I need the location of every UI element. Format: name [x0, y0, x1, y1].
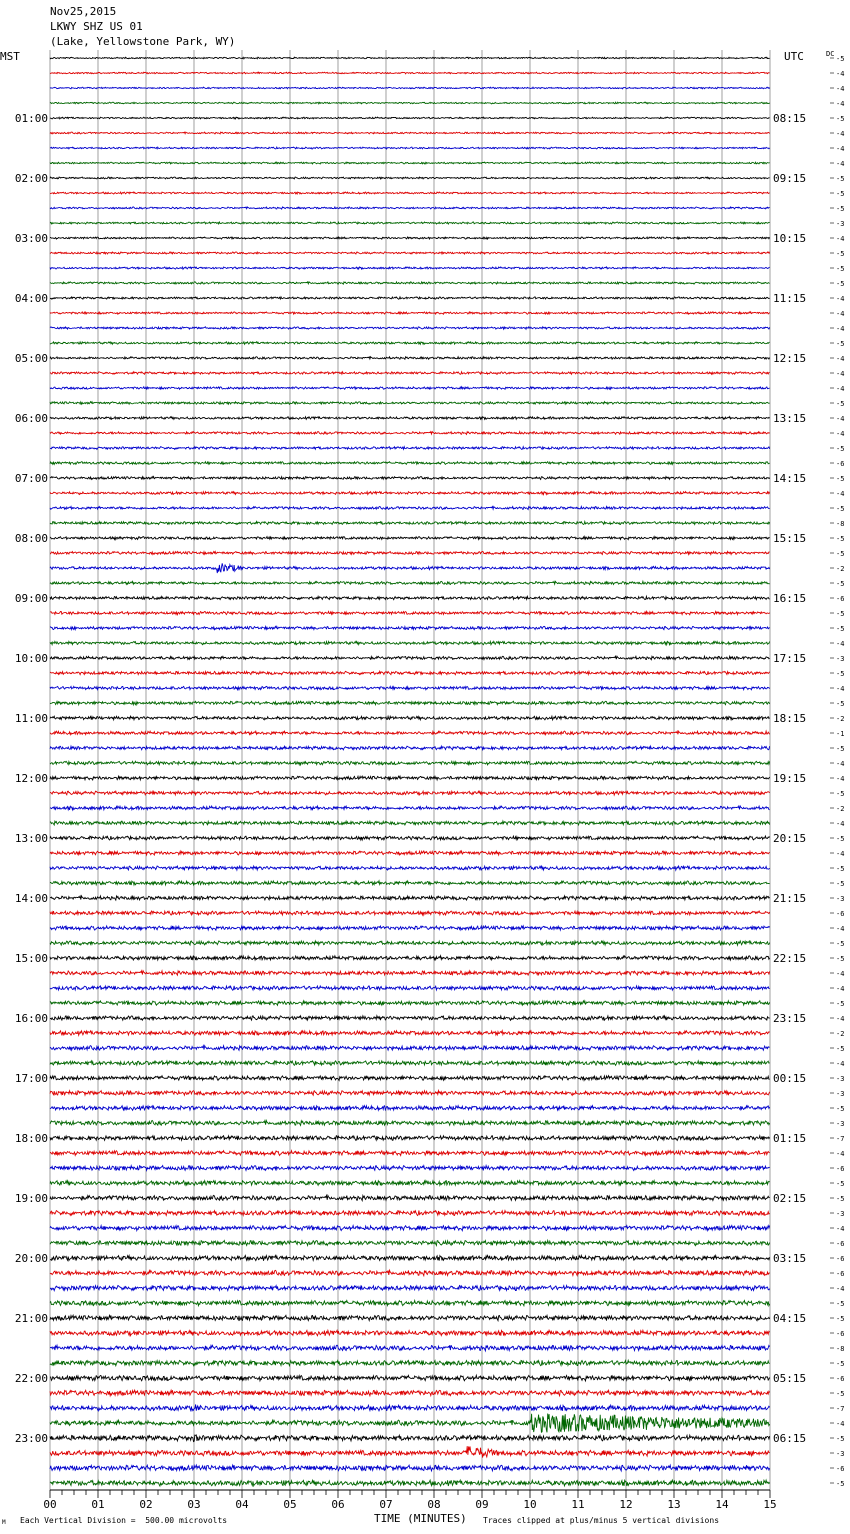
seismic-trace	[50, 312, 770, 314]
dc-offset-label: -4	[836, 1225, 845, 1233]
dc-offset-label: -3	[836, 1090, 845, 1098]
seismic-trace	[50, 1181, 770, 1186]
dc-offset-label: -5	[836, 280, 845, 288]
dc-offset-label: -4	[836, 1285, 845, 1293]
dc-offset-label: -5	[836, 1105, 845, 1113]
dc-offset-label: -4	[836, 100, 845, 108]
dc-offset-label: -6	[836, 1270, 845, 1278]
seismic-trace	[50, 686, 770, 690]
x-tick-label: 08	[427, 1498, 441, 1511]
dc-offset-label: -4	[836, 925, 845, 933]
dc-offset-label: -2	[836, 1030, 845, 1038]
seismic-trace	[50, 1031, 770, 1036]
seismic-trace	[50, 297, 770, 299]
x-tick-label: 11	[571, 1498, 585, 1511]
mst-hour-label: 22:00	[14, 1372, 48, 1385]
dc-offset-label: -5	[836, 745, 845, 753]
dc-offset-label: -5	[836, 445, 845, 453]
seismic-trace	[50, 1375, 770, 1381]
dc-offset-label: -4	[836, 775, 845, 783]
dc-offset-label: -4	[836, 490, 845, 498]
seismic-trace	[50, 492, 770, 495]
seismic-trace	[50, 1136, 770, 1141]
seismic-trace	[50, 252, 770, 254]
seismic-trace	[50, 1480, 770, 1486]
utc-hour-label: 23:15	[773, 1012, 807, 1025]
seismic-trace	[50, 1226, 770, 1231]
seismic-trace	[50, 462, 770, 465]
seismic-trace	[50, 1016, 770, 1021]
dc-offset-label: -6	[836, 1240, 845, 1248]
seismic-trace	[50, 1435, 770, 1442]
dc-offset-label: -7	[836, 1135, 845, 1143]
x-tick-label: 12	[619, 1498, 633, 1511]
station-code: LKWY SHZ US 01	[50, 20, 143, 33]
seismic-trace	[50, 1270, 770, 1275]
dc-offset-label: -5	[836, 1480, 845, 1488]
seismic-trace	[50, 1061, 770, 1066]
dc-offset-label: -3	[836, 220, 845, 228]
seismic-trace	[50, 701, 770, 705]
seismic-trace	[50, 372, 770, 375]
seismic-trace	[50, 1414, 770, 1433]
dc-offset-label: -6	[836, 910, 845, 918]
x-tick-label: 13	[667, 1498, 681, 1511]
left-timezone-label: MST	[0, 50, 20, 63]
seismic-trace	[50, 806, 770, 810]
x-axis	[43, 1490, 776, 1511]
x-tick-label: 00	[43, 1498, 57, 1511]
dc-offset-label: -2	[836, 805, 845, 813]
dc-offset-label: -6	[836, 1375, 845, 1383]
seismic-trace	[50, 611, 770, 614]
dc-offset-label: -4	[836, 985, 845, 993]
dc-offset-label: -5	[836, 955, 845, 963]
seismic-trace	[50, 896, 770, 900]
seismic-trace	[50, 522, 770, 525]
mst-hour-label: 10:00	[14, 652, 48, 665]
dc-offset-label: -4	[836, 1015, 845, 1023]
dc-offset-label: -4	[836, 160, 845, 168]
seismic-trace	[50, 207, 770, 209]
x-axis-title: TIME (MINUTES)	[374, 1512, 467, 1525]
mst-hour-label: 03:00	[14, 232, 48, 245]
seismic-trace	[50, 1121, 770, 1126]
utc-hour-label: 17:15	[773, 652, 807, 665]
dc-offset-label: -4	[836, 70, 845, 78]
seismic-trace	[50, 162, 770, 164]
dc-offset-labels	[826, 50, 844, 1488]
dc-header: DC	[826, 50, 835, 58]
dc-offset-label: -4	[836, 970, 845, 978]
dc-offset-label: -5	[836, 1360, 845, 1368]
x-tick-label: 06	[331, 1498, 345, 1511]
seismic-trace	[50, 626, 770, 629]
seismic-trace	[50, 147, 770, 149]
seismic-trace	[50, 1046, 770, 1051]
utc-hour-label: 01:15	[773, 1132, 807, 1145]
dc-offset-label: -5	[836, 1435, 845, 1443]
dc-offset-label: -5	[836, 340, 845, 348]
dc-offset-label: -7	[836, 1405, 845, 1413]
dc-offset-label: -5	[836, 190, 845, 198]
seismic-trace	[50, 1330, 770, 1336]
dc-offset-label: -4	[836, 640, 845, 648]
seismic-trace	[50, 1076, 770, 1081]
utc-hour-label: 16:15	[773, 592, 807, 605]
dc-offset-label: -5	[836, 610, 845, 618]
dc-offset-label: -6	[836, 460, 845, 468]
mst-hour-label: 12:00	[14, 772, 48, 785]
dc-offset-label: -4	[836, 310, 845, 318]
seismic-trace	[50, 1390, 770, 1396]
dc-offset-label: -4	[836, 850, 845, 858]
seismic-trace	[50, 507, 770, 510]
mst-hour-label: 05:00	[14, 352, 48, 365]
dc-offset-label: -4	[836, 85, 845, 93]
seismic-trace	[50, 791, 770, 795]
dc-offset-label: -4	[836, 1420, 845, 1428]
dc-offset-label: -5	[836, 1300, 845, 1308]
seismic-trace	[50, 222, 770, 224]
seismic-trace	[50, 387, 770, 390]
seismic-trace	[50, 776, 770, 780]
seismic-trace	[50, 1195, 770, 1200]
x-tick-label: 01	[91, 1498, 105, 1511]
utc-hour-label: 12:15	[773, 352, 807, 365]
seismic-trace	[50, 971, 770, 975]
seismic-trace	[50, 1446, 770, 1457]
seismic-trace	[50, 537, 770, 540]
dc-offset-label: -5	[836, 1000, 845, 1008]
seismic-trace	[50, 1255, 770, 1260]
mst-hour-label: 18:00	[14, 1132, 48, 1145]
seismic-trace	[50, 563, 770, 573]
utc-hour-label: 09:15	[773, 172, 807, 185]
seismic-trace	[50, 132, 770, 134]
dc-offset-label: -3	[836, 1450, 845, 1458]
seismic-trace	[50, 851, 770, 855]
utc-hour-label: 15:15	[773, 532, 807, 545]
dc-offset-label: -4	[836, 235, 845, 243]
seismic-trace	[50, 986, 770, 990]
dc-offset-label: -4	[836, 385, 845, 393]
dc-offset-label: -8	[836, 1345, 845, 1353]
seismic-trace	[50, 267, 770, 269]
seismic-trace	[50, 656, 770, 659]
seismic-trace	[50, 402, 770, 405]
mst-hour-label: 04:00	[14, 292, 48, 305]
mst-hour-label: 16:00	[14, 1012, 48, 1025]
mst-hour-label: 06:00	[14, 412, 48, 425]
dc-offset-label: -3	[836, 1075, 845, 1083]
dc-offset-label: -4	[836, 325, 845, 333]
dc-offset-label: -4	[836, 415, 845, 423]
x-tick-label: 02	[139, 1498, 153, 1511]
utc-hour-label: 06:15	[773, 1432, 807, 1445]
utc-hour-label: 02:15	[773, 1192, 807, 1205]
seismic-trace	[50, 1211, 770, 1216]
dc-offset-label: -5	[836, 1390, 845, 1398]
dc-offset-label: -5	[836, 700, 845, 708]
dc-offset-label: -3	[836, 895, 845, 903]
seismic-trace	[50, 1465, 770, 1471]
seismic-trace	[50, 237, 770, 239]
station-location: (Lake, Yellowstone Park, WY)	[50, 35, 236, 48]
seismic-trace	[50, 327, 770, 329]
seismic-trace	[50, 956, 770, 960]
dc-offset-label: -4	[836, 295, 845, 303]
dc-offset-label: -1	[836, 730, 845, 738]
utc-hour-label: 10:15	[773, 232, 807, 245]
dc-offset-label: -5	[836, 265, 845, 273]
dc-offset-label: -6	[836, 1255, 845, 1263]
utc-hour-label: 20:15	[773, 832, 807, 845]
dc-offset-label: -5	[836, 865, 845, 873]
seismic-trace	[50, 671, 770, 674]
seismic-trace	[50, 716, 770, 720]
dc-offset-label: -4	[836, 370, 845, 378]
dc-offset-label: -5	[836, 670, 845, 678]
dc-offset-label: -2	[836, 565, 845, 573]
dc-offset-label: -5	[836, 175, 845, 183]
seismic-traces	[50, 57, 770, 1486]
utc-hour-label: 13:15	[773, 412, 807, 425]
x-tick-label: 09	[475, 1498, 489, 1511]
seismic-trace	[50, 57, 770, 59]
utc-hour-label: 00:15	[773, 1072, 807, 1085]
seismic-trace	[50, 1345, 770, 1351]
dc-offset-label: -5	[836, 505, 845, 513]
dc-offset-label: -5	[836, 1180, 845, 1188]
right-timezone-label: UTC	[784, 50, 804, 63]
seismic-trace	[50, 1106, 770, 1111]
utc-hour-label: 11:15	[773, 292, 807, 305]
seismic-trace	[50, 941, 770, 945]
x-tick-label: 05	[283, 1498, 297, 1511]
mst-hour-label: 02:00	[14, 172, 48, 185]
dc-offset-label: -4	[836, 820, 845, 828]
dc-offset-label: -5	[836, 115, 845, 123]
dc-offset-label: -6	[836, 1465, 845, 1473]
seismic-trace	[50, 342, 770, 345]
dc-offset-label: -3	[836, 655, 845, 663]
dc-offset-label: -4	[836, 355, 845, 363]
dc-offset-label: -6	[836, 1165, 845, 1173]
footer-scale-note: Each Vertical Division = 500.00 microvolts	[20, 1516, 228, 1525]
seismic-trace	[50, 1360, 770, 1365]
record-date: Nov25,2015	[50, 5, 117, 18]
seismic-trace	[50, 641, 770, 644]
seismic-trace	[50, 731, 770, 735]
dc-offset-label: -5	[836, 1315, 845, 1323]
x-tick-label: 14	[715, 1498, 729, 1511]
seismic-trace	[50, 552, 770, 555]
utc-hour-label: 03:15	[773, 1252, 807, 1265]
seismic-trace	[50, 282, 770, 284]
dc-offset-label: -5	[836, 790, 845, 798]
seismic-trace	[50, 357, 770, 360]
dc-offset-label: -5	[836, 55, 845, 63]
mst-hour-label: 09:00	[14, 592, 48, 605]
seismic-trace	[50, 1285, 770, 1290]
seismic-trace	[50, 746, 770, 750]
utc-hour-label: 05:15	[773, 1372, 807, 1385]
seismic-trace	[50, 447, 770, 450]
mst-hour-label: 01:00	[14, 112, 48, 125]
seismic-trace	[50, 1301, 770, 1306]
dc-offset-label: -8	[836, 520, 845, 528]
x-tick-label: 07	[379, 1498, 393, 1511]
seismic-trace	[50, 72, 770, 74]
mst-hour-label: 14:00	[14, 892, 48, 905]
dc-offset-label: -5	[836, 550, 845, 558]
seismic-trace	[50, 417, 770, 420]
utc-hour-label: 19:15	[773, 772, 807, 785]
dc-offset-label: -5	[836, 1045, 845, 1053]
dc-offset-label: -5	[836, 475, 845, 483]
dc-offset-label: -5	[836, 940, 845, 948]
seismic-trace	[50, 881, 770, 885]
seismic-trace	[50, 432, 770, 435]
mst-hour-label: 20:00	[14, 1252, 48, 1265]
utc-hour-label: 14:15	[773, 472, 807, 485]
seismic-trace	[50, 1166, 770, 1171]
seismic-trace	[50, 1091, 770, 1096]
dc-offset-label: -5	[836, 880, 845, 888]
dc-offset-label: -5	[836, 535, 845, 543]
mst-hour-label: 21:00	[14, 1312, 48, 1325]
x-tick-label: 15	[763, 1498, 777, 1511]
x-tick-label: 04	[235, 1498, 249, 1511]
seismic-trace	[50, 1404, 770, 1411]
seismic-trace	[50, 836, 770, 840]
seismic-trace	[50, 1241, 770, 1246]
dc-offset-label: -5	[836, 580, 845, 588]
seismic-trace	[50, 1001, 770, 1006]
dc-offset-label: -2	[836, 715, 845, 723]
seismic-trace	[50, 87, 770, 89]
mst-hour-label: 07:00	[14, 472, 48, 485]
seismic-trace	[50, 1151, 770, 1156]
seismic-trace	[50, 866, 770, 870]
seismic-trace	[50, 477, 770, 480]
dc-offset-label: -5	[836, 250, 845, 258]
seismic-trace	[50, 1315, 770, 1320]
seismic-trace	[50, 102, 770, 104]
dc-offset-label: -3	[836, 1120, 845, 1128]
dc-offset-label: -4	[836, 130, 845, 138]
dc-offset-label: -4	[836, 1150, 845, 1158]
utc-hour-label: 08:15	[773, 112, 807, 125]
utc-hour-label: 21:15	[773, 892, 807, 905]
x-tick-label: 03	[187, 1498, 201, 1511]
mst-hour-label: 13:00	[14, 832, 48, 845]
dc-offset-label: -5	[836, 205, 845, 213]
seismic-trace	[50, 581, 770, 584]
mst-hour-label: 15:00	[14, 952, 48, 965]
mst-hour-label: 08:00	[14, 532, 48, 545]
seismic-trace	[50, 911, 770, 915]
seismic-trace	[50, 761, 770, 765]
dc-offset-label: -4	[836, 760, 845, 768]
mst-hour-label: 11:00	[14, 712, 48, 725]
mst-hour-label: 23:00	[14, 1432, 48, 1445]
dc-offset-label: -5	[836, 625, 845, 633]
dc-offset-label: -5	[836, 400, 845, 408]
dc-offset-label: -5	[836, 1195, 845, 1203]
utc-hour-label: 04:15	[773, 1312, 807, 1325]
utc-hour-label: 18:15	[773, 712, 807, 725]
footer-clip-note: Traces clipped at plus/minus 5 vertical divisions	[483, 1516, 720, 1525]
mst-hour-label: 17:00	[14, 1072, 48, 1085]
seismic-trace	[50, 177, 770, 179]
dc-offset-label: -4	[836, 145, 845, 153]
mst-hour-label: 19:00	[14, 1192, 48, 1205]
dc-offset-label: -6	[836, 595, 845, 603]
seismic-trace	[50, 192, 770, 194]
dc-offset-label: -5	[836, 835, 845, 843]
seismic-trace	[50, 596, 770, 599]
footer-mark: M	[2, 1519, 6, 1526]
dc-offset-label: -4	[836, 685, 845, 693]
seismic-trace	[50, 821, 770, 825]
dc-offset-label: -6	[836, 1330, 845, 1338]
dc-offset-label: -4	[836, 430, 845, 438]
seismic-trace	[50, 926, 770, 930]
seismic-trace	[50, 117, 770, 119]
dc-offset-label: -3	[836, 1210, 845, 1218]
x-tick-label: 10	[523, 1498, 537, 1511]
dc-offset-label: -4	[836, 1060, 845, 1068]
utc-hour-label: 22:15	[773, 952, 807, 965]
